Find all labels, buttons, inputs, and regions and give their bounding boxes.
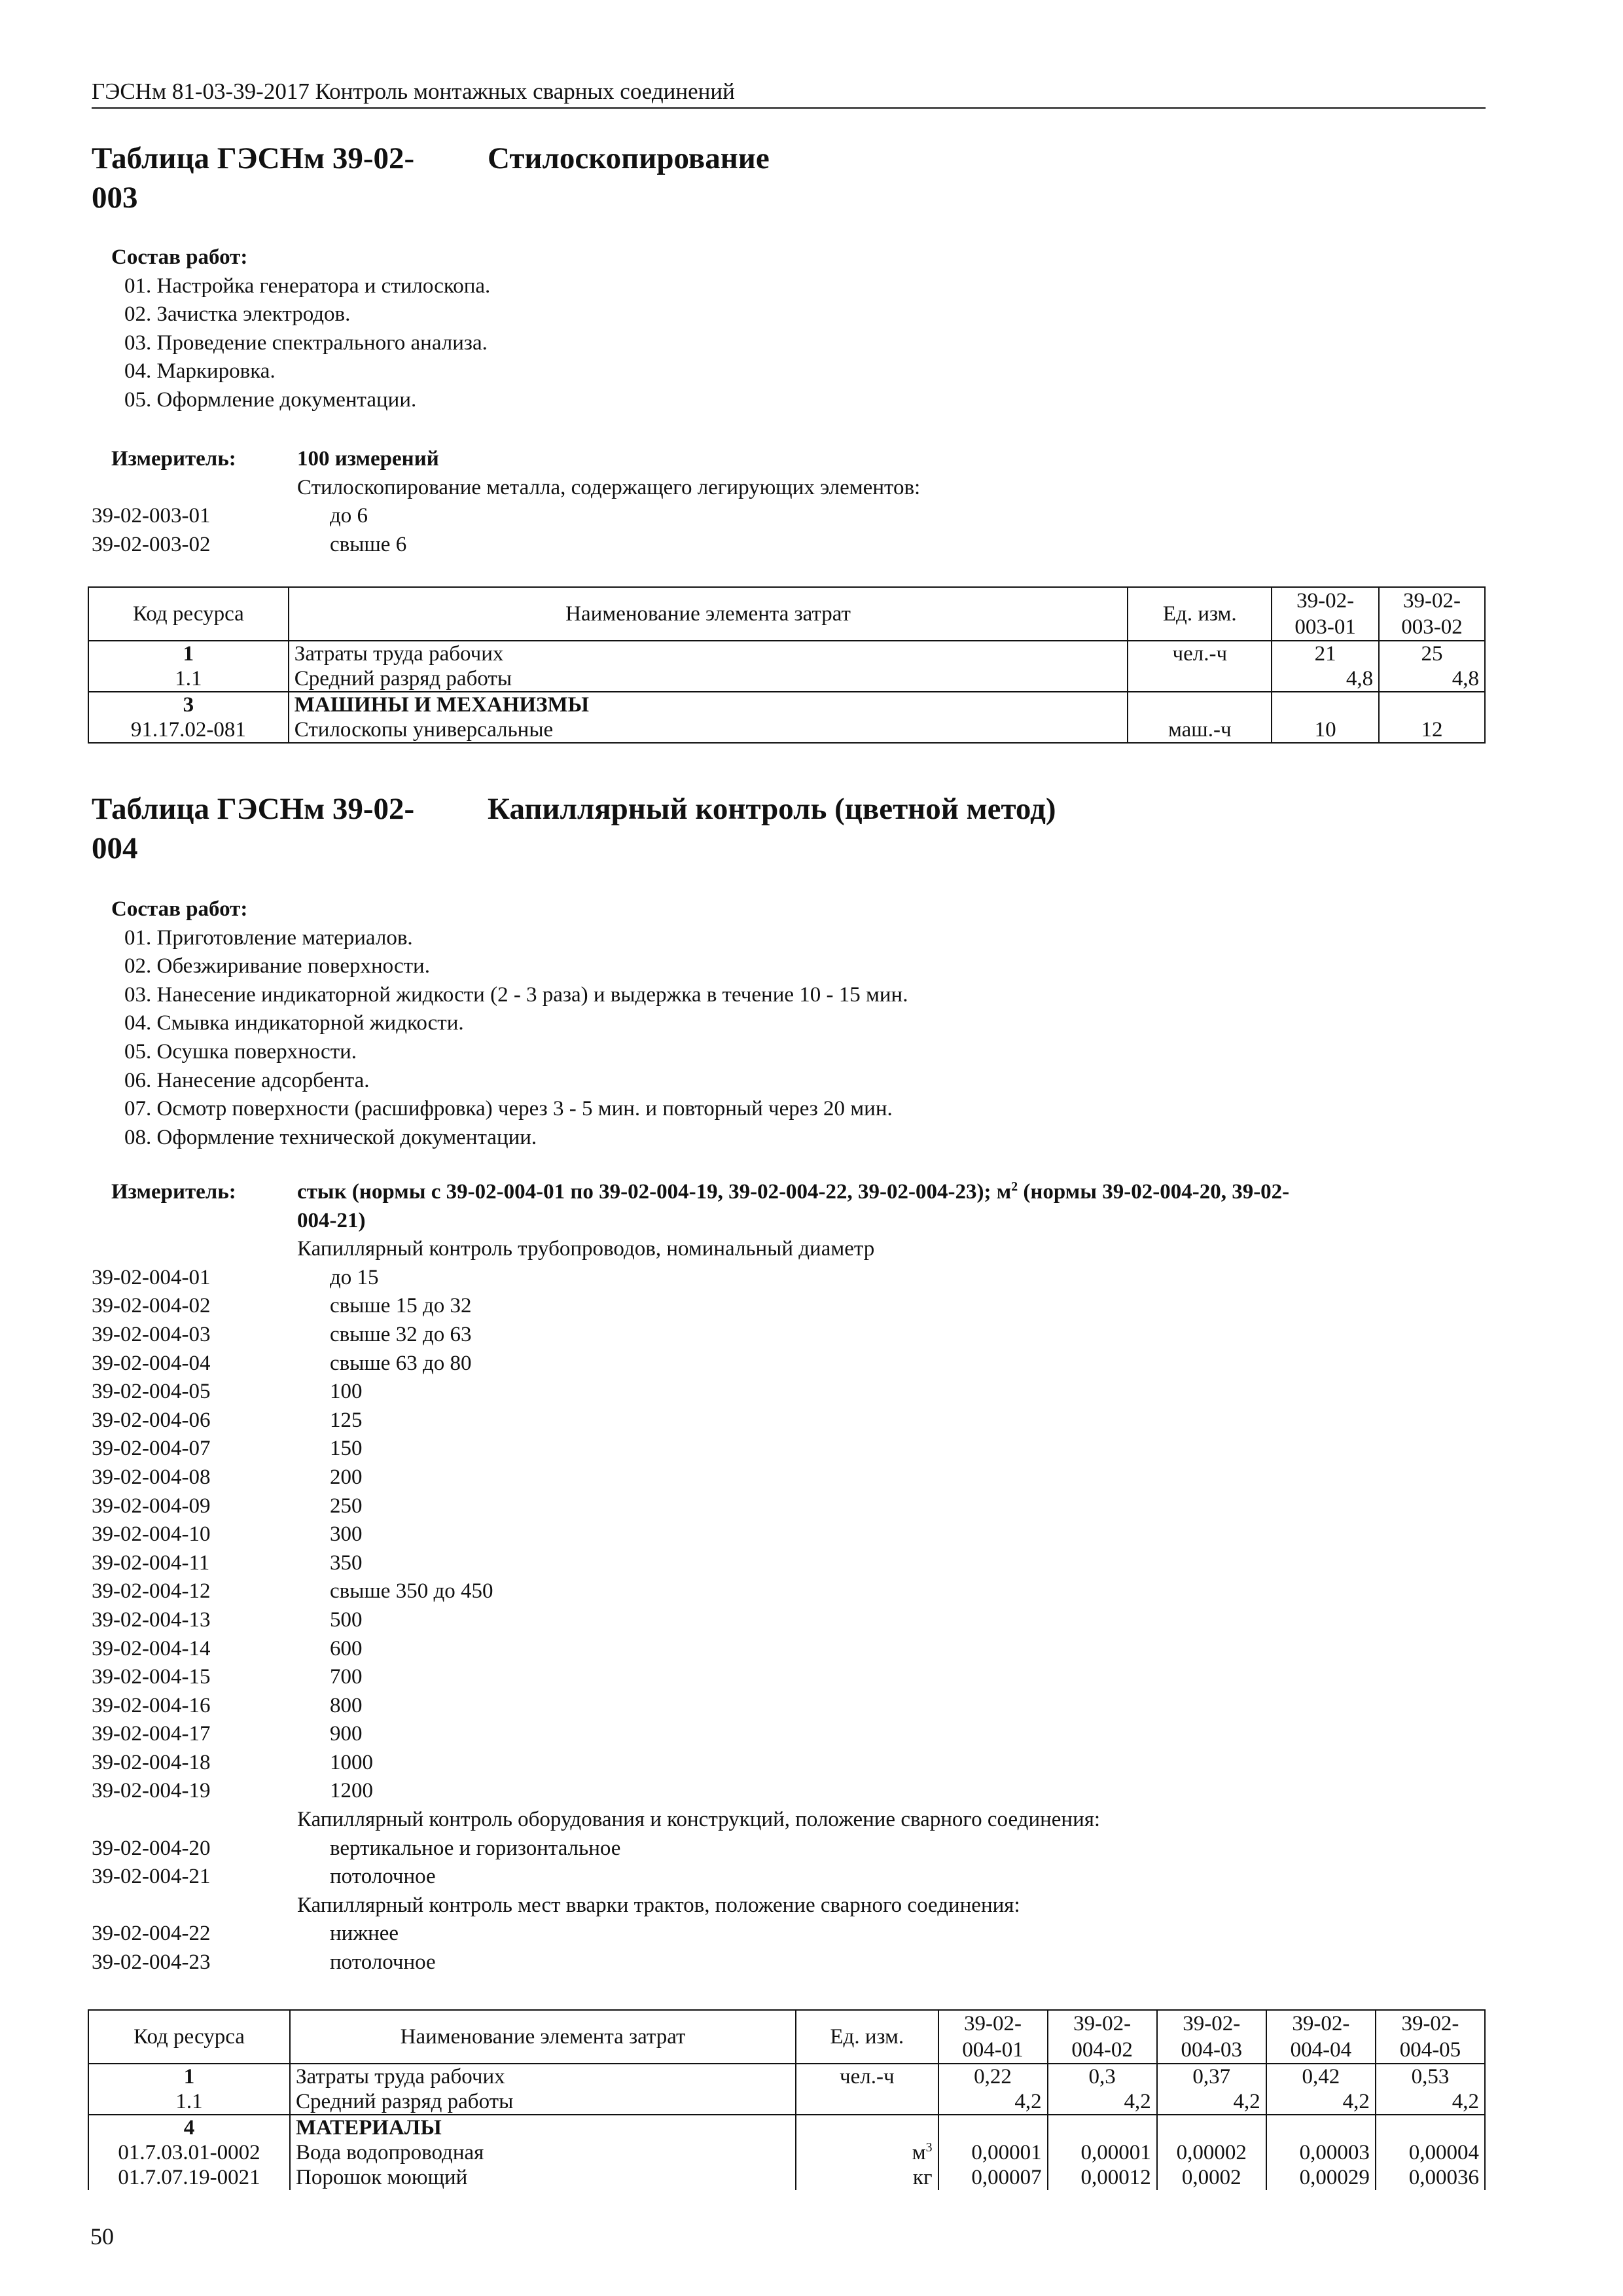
table2-measure xyxy=(92,1178,1486,1977)
norm-row xyxy=(92,1692,1486,1721)
table2-name: Капиллярный контроль (цветной метод) xyxy=(488,792,1056,826)
norm-group: Стилоскопирование металла, содержащего легирующих элементов: xyxy=(297,475,921,499)
norm-row xyxy=(92,1264,1486,1293)
norm-code: 39-02-003-01 xyxy=(92,504,211,528)
norm-row xyxy=(92,1549,1486,1578)
table-header-row xyxy=(88,587,1485,641)
norm-text: вертикальное и горизонтальное xyxy=(330,1836,621,1860)
norm-text: 200 xyxy=(330,1465,363,1489)
norm-group: Капиллярный контроль оборудования и конструкций, положение сварного соединения: xyxy=(297,1808,1101,1832)
col-header-name: Наименование элемента затрат xyxy=(290,2010,796,2064)
norm-code: 39-02-004-01 xyxy=(92,1265,211,1289)
table-header-row xyxy=(88,2010,1485,2064)
norm-row xyxy=(92,1577,1486,1606)
work-item: 02. Зачистка электродов. xyxy=(124,302,351,327)
norm-row xyxy=(92,1463,1486,1492)
norm-text: потолочное xyxy=(330,1865,436,1889)
norm-code: 39-02-004-21 xyxy=(92,1865,211,1889)
norm-text: 100 xyxy=(330,1380,363,1404)
norm-text: до 15 xyxy=(330,1265,379,1289)
norm-code: 39-02-004-09 xyxy=(92,1494,211,1518)
work-item: 01. Приготовление материалов. xyxy=(124,925,413,950)
norm-text: 500 xyxy=(330,1607,363,1632)
meter-value: 100 измерений xyxy=(297,447,439,471)
norm-row xyxy=(92,1920,1486,1948)
norm-code: 39-02-004-05 xyxy=(92,1380,211,1404)
norm-text: 600 xyxy=(330,1636,363,1660)
work-item: 03. Проведение спектрального анализа. xyxy=(124,331,488,355)
table-row: 1.1 Средний разряд работы 4,2 4,2 4,2 4,2 4,2 xyxy=(88,2089,1485,2115)
meter-value: стык (нормы с 39-02-004-01 по 39-02-004-19, 39-02-004-22, 39-02-004-23); $м^2$ (нормы 39-02-004-20, 39-02- xyxy=(297,1179,1290,1204)
table1-number: Таблица ГЭСНм 39-02- 003 xyxy=(92,141,415,215)
norm-row xyxy=(92,1663,1486,1692)
norm-text: 125 xyxy=(330,1408,363,1432)
norm-code: 39-02-004-15 xyxy=(92,1665,211,1689)
norm-code: 39-02-004-08 xyxy=(92,1465,211,1489)
table1-measure xyxy=(92,445,1486,559)
table-row: 91.17.02-081 Стилоскопы универсальные маш.-ч 10 12 xyxy=(88,717,1485,743)
norm-row xyxy=(92,1435,1486,1463)
norm-text: 700 xyxy=(330,1665,363,1689)
work-item: 06. Нанесение адсорбента. xyxy=(124,1068,370,1092)
col-header-norm: 39-02- 003-01 xyxy=(1272,587,1379,641)
work-item: 04. Смывка индикаторной жидкости. xyxy=(124,1011,464,1035)
norm-code: 39-02-004-22 xyxy=(92,1922,211,1946)
col-header-norm: 39-02- 004-02 xyxy=(1048,2010,1157,2064)
table2-number: Таблица ГЭСНм 39-02- 004 xyxy=(92,792,415,865)
norm-row xyxy=(92,1749,1486,1778)
norm-text: свыше 15 до 32 xyxy=(330,1294,472,1318)
table-row: 1.1 Средний разряд работы 4,8 4,8 xyxy=(88,666,1485,692)
norm-row xyxy=(92,1720,1486,1749)
work-item: 07. Осмотр поверхности (расшифровка) через 3 - 5 мин. и повторный через 20 мин. xyxy=(124,1097,893,1121)
norm-row xyxy=(92,1292,1486,1321)
norm-code: 39-02-004-07 xyxy=(92,1437,211,1461)
norm-row xyxy=(92,1407,1486,1435)
col-header-code: Код ресурса xyxy=(88,587,289,641)
norm-text: нижнее xyxy=(330,1922,399,1946)
norm-row xyxy=(92,1635,1486,1664)
table-row: 01.7.07.19-0021 Порошок моющий кг 0,00007 0,00012 0,0002 0,00029 0,00036 xyxy=(88,2165,1485,2190)
norm-text: 150 xyxy=(330,1437,363,1461)
norm-text: 250 xyxy=(330,1494,363,1518)
norm-code: 39-02-004-06 xyxy=(92,1408,211,1432)
norm-row xyxy=(92,1835,1486,1863)
works-label: Состав работ: xyxy=(111,897,248,921)
norm-code: 39-02-004-18 xyxy=(92,1750,211,1774)
norm-text: 900 xyxy=(330,1722,363,1746)
norm-text: 1000 xyxy=(330,1750,373,1774)
norm-group: Капиллярный контроль трубопроводов, номинальный диаметр xyxy=(297,1237,875,1261)
norm-text: свыше 63 до 80 xyxy=(330,1351,472,1375)
meter-label: Измеритель: xyxy=(111,447,236,471)
col-header-norm: 39-02- 003-02 xyxy=(1379,587,1485,641)
norm-text: свыше 350 до 450 xyxy=(330,1579,493,1604)
work-item: 02. Обезжиривание поверхности. xyxy=(124,954,430,978)
col-header-unit: Ед. изм. xyxy=(796,2010,938,2064)
work-item: 04. Маркировка. xyxy=(124,359,276,384)
norm-code: 39-02-004-11 xyxy=(92,1551,210,1575)
norm-row xyxy=(92,1492,1486,1521)
norm-text: свыше 6 xyxy=(330,532,407,556)
col-header-name: Наименование элемента затрат xyxy=(289,587,1128,641)
norm-row xyxy=(92,1350,1486,1378)
work-item: 03. Нанесение индикаторной жидкости (2 - 3 раза) и выдержка в течение 10 - 15 мин. xyxy=(124,982,908,1007)
work-item: 05. Осушка поверхности. xyxy=(124,1039,357,1064)
norm-row xyxy=(92,1606,1486,1635)
table-row: 01.7.03.01-0002 Вода водопроводная $м^3$ 0,00001 0,00001 0,00002 0,00003 0,00004 xyxy=(88,2140,1485,2165)
running-header: ГЭСНм 81-03-39-2017 Контроль монтажных сварных соединений xyxy=(92,77,1486,109)
norm-text: потолочное xyxy=(330,1950,436,1975)
norm-row xyxy=(92,502,1486,531)
norm-row xyxy=(92,1321,1486,1350)
table1-resources xyxy=(88,586,1486,744)
norm-code: 39-02-004-20 xyxy=(92,1836,211,1860)
norm-code: 39-02-004-04 xyxy=(92,1351,211,1375)
norm-row xyxy=(92,1863,1486,1892)
norm-code: 39-02-004-19 xyxy=(92,1779,211,1803)
norm-code: 39-02-004-03 xyxy=(92,1322,211,1346)
norm-code: 39-02-004-13 xyxy=(92,1607,211,1632)
work-item: 08. Оформление технической документации. xyxy=(124,1125,537,1149)
norm-row xyxy=(92,1948,1486,1977)
norm-group: Капиллярный контроль мест вварки трактов, положение сварного соединения: xyxy=(297,1893,1020,1917)
table2-works xyxy=(92,895,1486,1152)
col-header-code: Код ресурса xyxy=(88,2010,290,2064)
table-row: 1 Затраты труда рабочих чел.-ч 0,22 0,3 0,37 0,42 0,53 xyxy=(88,2064,1485,2089)
norm-row xyxy=(92,1378,1486,1407)
col-header-norm: 39-02- 004-05 xyxy=(1376,2010,1485,2064)
norm-text: 300 xyxy=(330,1522,363,1547)
table2-resources xyxy=(88,2009,1486,2190)
norm-text: до 6 xyxy=(330,504,368,528)
norm-row xyxy=(92,531,1486,560)
norm-code: 39-02-004-02 xyxy=(92,1294,211,1318)
work-item: 01. Настройка генератора и стилоскопа. xyxy=(124,274,491,298)
work-item: 05. Оформление документации. xyxy=(124,387,417,412)
norm-code: 39-02-004-12 xyxy=(92,1579,211,1604)
norm-code: 39-02-004-17 xyxy=(92,1722,211,1746)
works-label: Состав работ: xyxy=(111,245,248,269)
page-number: 50 xyxy=(90,2223,114,2250)
norm-row xyxy=(92,1520,1486,1549)
table-row: 4 МАТЕРИАЛЫ xyxy=(88,2115,1485,2140)
table-row: 3 МАШИНЫ И МЕХАНИЗМЫ xyxy=(88,692,1485,717)
norm-text: 350 xyxy=(330,1551,363,1575)
norm-text: 1200 xyxy=(330,1779,373,1803)
table1-works xyxy=(92,243,1486,415)
norm-code: 39-02-004-10 xyxy=(92,1522,211,1547)
norm-row xyxy=(92,1777,1486,1806)
norm-code: 39-02-004-23 xyxy=(92,1950,211,1975)
col-header-unit: Ед. изм. xyxy=(1128,587,1272,641)
table1-name: Стилоскопирование xyxy=(488,141,770,175)
col-header-norm: 39-02- 004-04 xyxy=(1266,2010,1376,2064)
meter-value-cont: 004-21) xyxy=(297,1208,366,1232)
col-header-norm: 39-02- 004-01 xyxy=(938,2010,1048,2064)
norm-code: 39-02-004-16 xyxy=(92,1693,211,1717)
meter-label: Измеритель: xyxy=(111,1180,236,1204)
norm-text: 800 xyxy=(330,1693,363,1717)
norm-text: свыше 32 до 63 xyxy=(330,1322,472,1346)
norm-code: 39-02-004-14 xyxy=(92,1636,211,1660)
norm-code: 39-02-003-02 xyxy=(92,532,211,556)
table-row: 1 Затраты труда рабочих чел.-ч 21 25 xyxy=(88,641,1485,666)
col-header-norm: 39-02- 004-03 xyxy=(1157,2010,1266,2064)
